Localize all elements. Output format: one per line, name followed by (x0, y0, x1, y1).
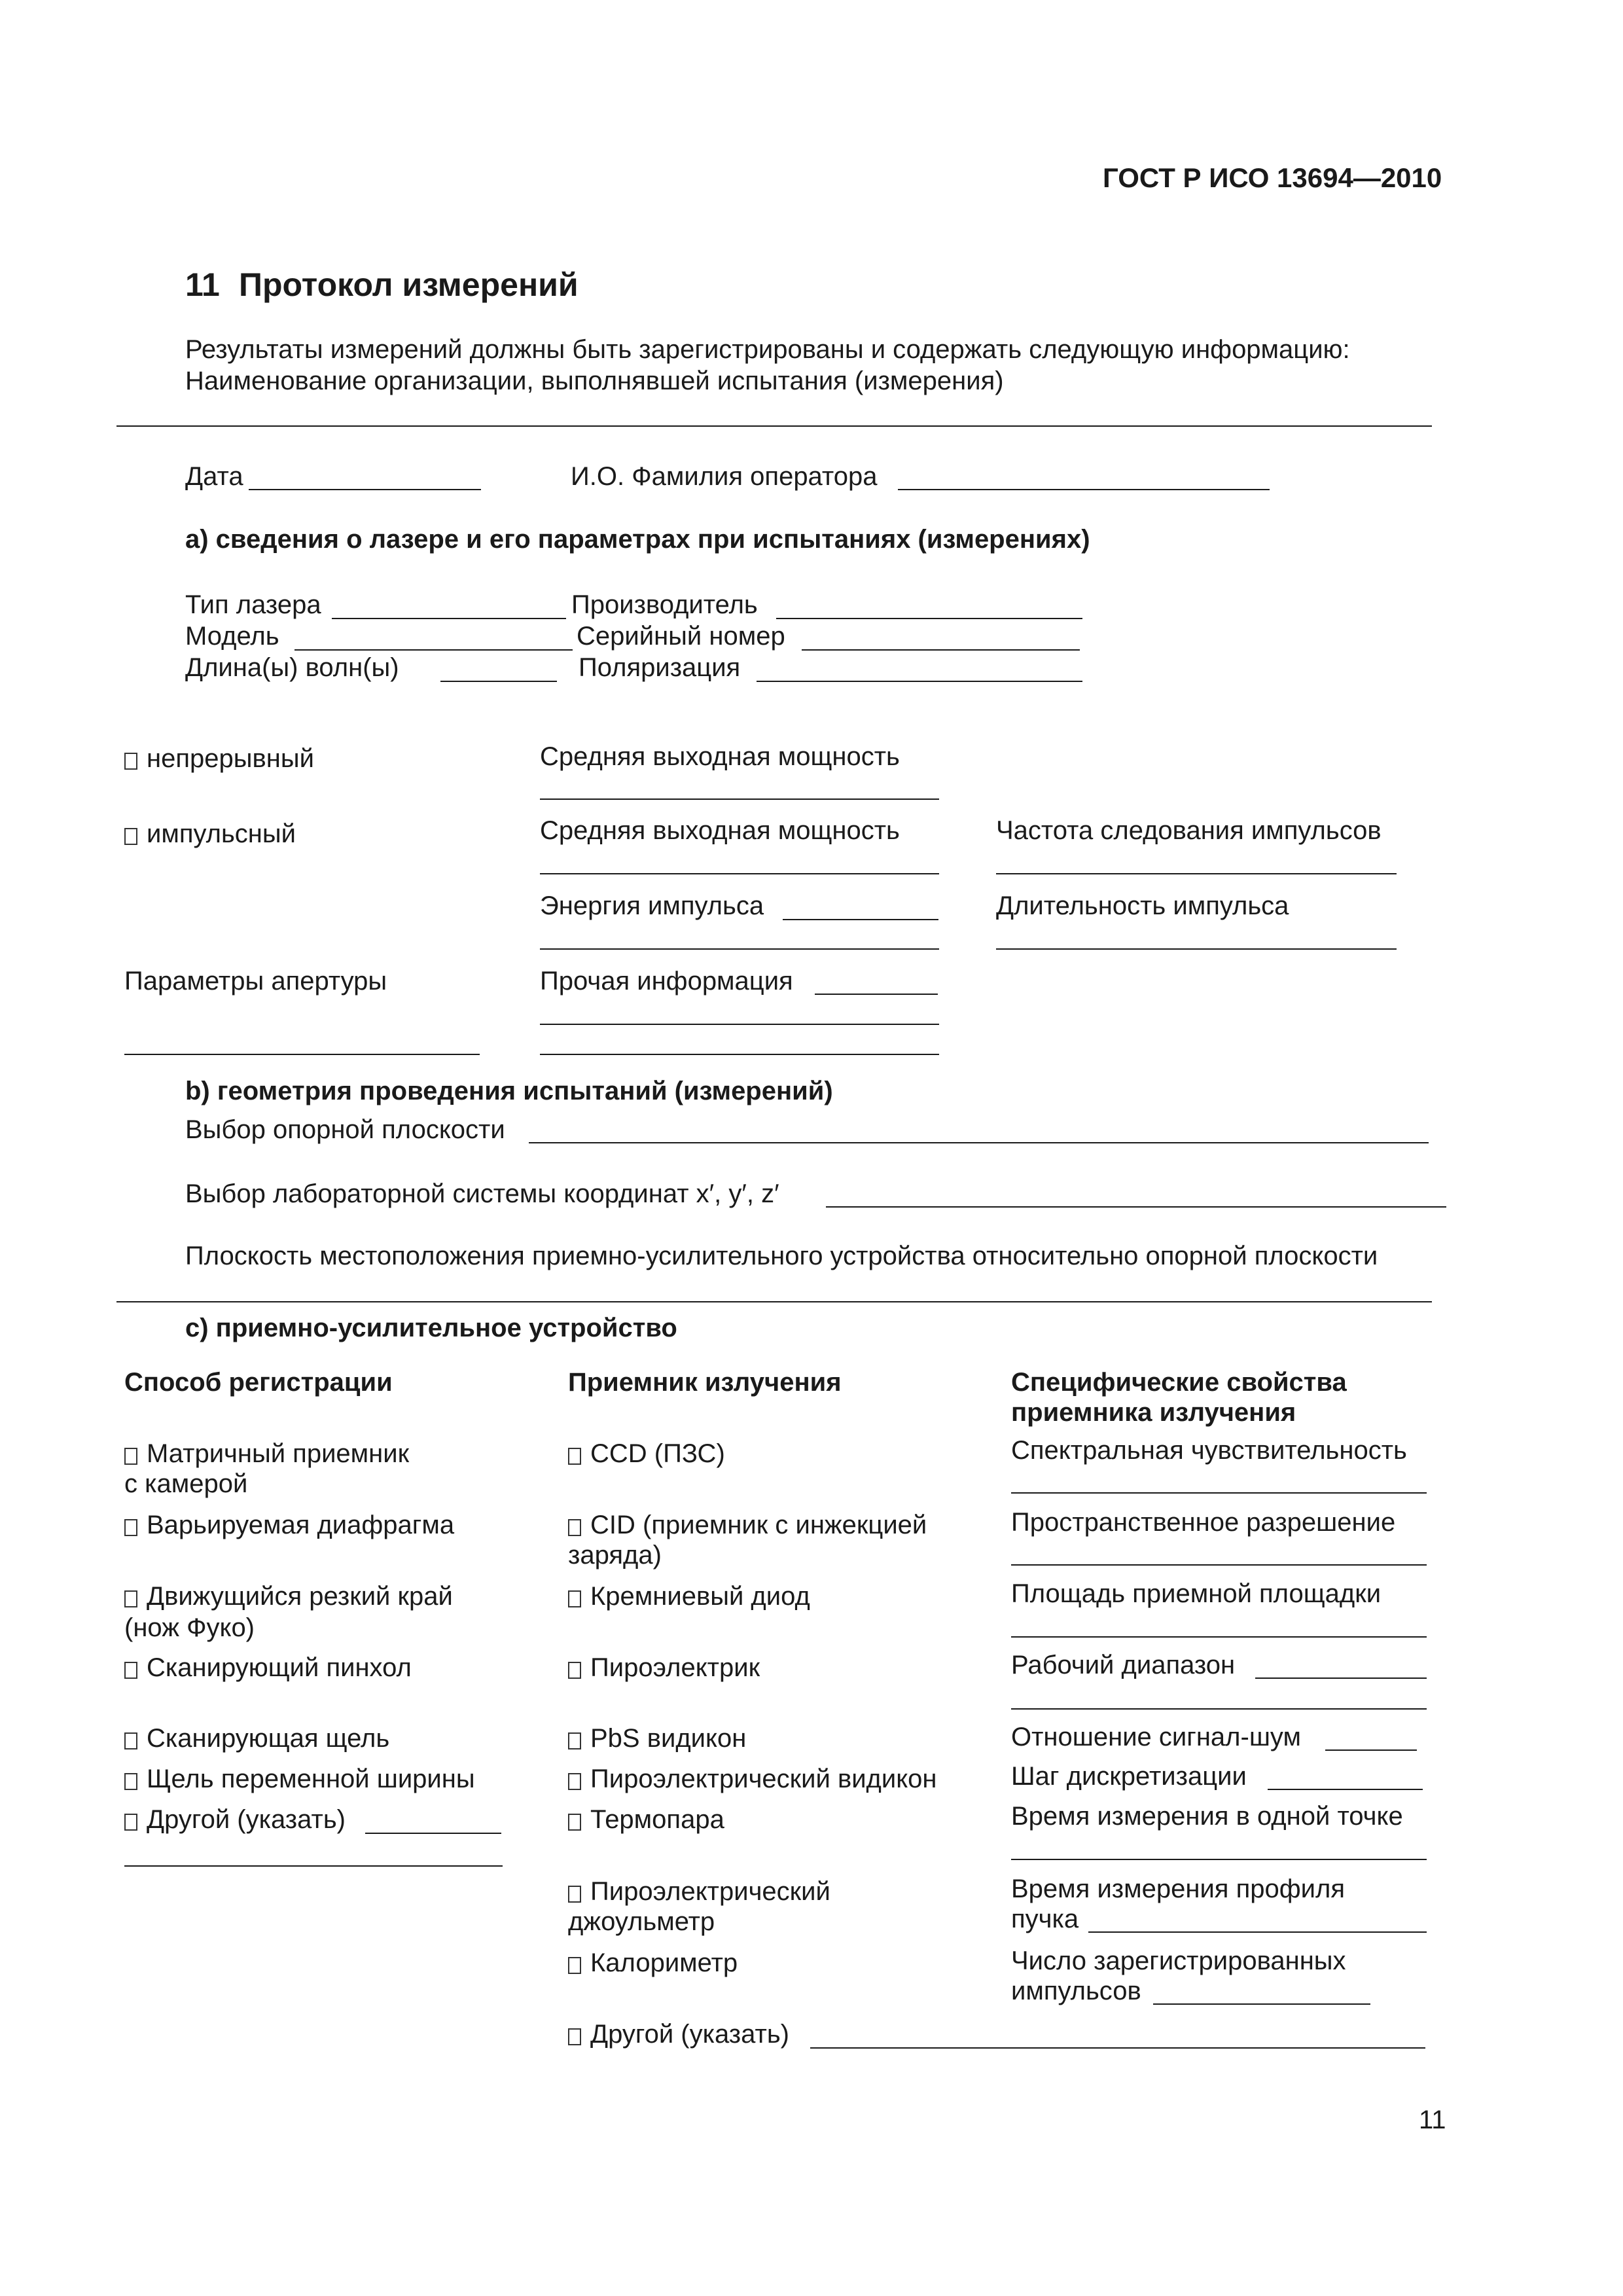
pulse-duration-field[interactable] (996, 948, 1397, 950)
pulse-duration-label: Длительность импульса (996, 891, 1289, 920)
other-info-field-c[interactable] (540, 1054, 939, 1055)
checkbox-icon (124, 1662, 137, 1679)
option-label: Термопара (590, 1805, 724, 1834)
matrix-receiver-option-cont: с камерой (124, 1469, 248, 1498)
wavelength-label: Длина(ы) волн(ы) (185, 653, 399, 682)
checkbox-icon (124, 1590, 137, 1607)
pulse-rate-label: Частота следования импульсов (996, 816, 1382, 845)
option-label: Сканирующий пинхол (147, 1653, 412, 1682)
checkbox-icon (124, 1732, 137, 1749)
pulse-energy-field-a[interactable] (783, 919, 938, 920)
aperture-field[interactable] (124, 1054, 480, 1055)
other-detector-field[interactable] (810, 2047, 1425, 2049)
checkbox-icon (568, 1590, 581, 1607)
cid-option-cont: заряда) (568, 1541, 662, 1570)
laser-type-field[interactable] (332, 618, 566, 619)
operator-label: И.О. Фамилия оператора (571, 462, 878, 491)
checkbox-icon (568, 1773, 581, 1790)
other-method-option[interactable] (124, 1804, 346, 1835)
snr-label: Отношение сигнал-шум (1011, 1723, 1301, 1751)
checkbox-icon (568, 1814, 581, 1831)
knife-edge-option[interactable] (124, 1581, 453, 1612)
polarization-label: Поляризация (579, 653, 741, 682)
wavelength-field[interactable] (440, 681, 557, 682)
date-field[interactable] (249, 489, 481, 490)
snr-field[interactable] (1325, 1749, 1417, 1751)
sampling-step-field[interactable] (1268, 1789, 1423, 1790)
pyro-vidicon-option[interactable] (568, 1763, 937, 1795)
polarization-field[interactable] (757, 681, 1082, 682)
profile-time-label: Время измерения профиля (1011, 1874, 1345, 1903)
thermocouple-option[interactable] (568, 1804, 724, 1835)
checkbox-icon (568, 1886, 581, 1903)
col-header-properties: Специфические свойства (1011, 1368, 1347, 1397)
section-title: Протокол измерений (239, 266, 579, 303)
silicon-diode-option[interactable] (568, 1581, 810, 1612)
option-label: Пироэлектрический видикон (590, 1765, 937, 1793)
other-info-field-a[interactable] (815, 994, 938, 995)
ref-plane-label: Выбор опорной плоскости (185, 1115, 505, 1144)
date-label: Дата (185, 462, 243, 491)
checkbox-icon (568, 1662, 581, 1679)
option-label: Другой (указать) (590, 2020, 789, 2049)
pulsed-label: импульсный (147, 819, 296, 848)
other-info-label: Прочая информация (540, 967, 793, 996)
checkbox-icon (568, 2028, 581, 2045)
checkbox-icon (568, 1732, 581, 1749)
ref-plane-field[interactable] (529, 1142, 1429, 1143)
pulse-count-label-cont: импульсов (1011, 1977, 1141, 2005)
manufacturer-label: Производитель (571, 590, 758, 619)
checkbox-icon (568, 1448, 581, 1465)
spectral-sensitivity-label: Спектральная чувствительность (1011, 1436, 1407, 1465)
part-c-heading: c) приемно-усилительное устройство (185, 1314, 677, 1342)
pbs-vidicon-option[interactable] (568, 1723, 746, 1754)
pulse-rate-field[interactable] (996, 873, 1397, 874)
option-label: Пироэлектрик (590, 1653, 760, 1682)
checkbox-icon (124, 828, 137, 845)
manufacturer-field[interactable] (776, 618, 1082, 619)
checkbox-icon (568, 1957, 581, 1974)
point-time-label: Время измерения в одной точке (1011, 1802, 1403, 1831)
spectral-sensitivity-field[interactable] (1011, 1492, 1427, 1494)
option-label: CID (приемник с инжекцией (590, 1511, 927, 1539)
option-label: Варьируемая диафрагма (147, 1511, 455, 1539)
knife-edge-option-cont: (нож Фуко) (124, 1613, 255, 1642)
other-method-field-a[interactable] (365, 1833, 501, 1834)
operator-field[interactable] (898, 489, 1270, 490)
continuous-option[interactable] (124, 743, 314, 774)
aperture-label: Параметры апертуры (124, 967, 387, 996)
model-field[interactable] (294, 649, 573, 651)
other-method-field-b[interactable] (124, 1865, 503, 1867)
option-label: Другой (указать) (147, 1805, 346, 1834)
avg-power-label-2: Средняя выходная мощность (540, 816, 900, 845)
checkbox-icon (124, 1814, 137, 1831)
pulse-count-field[interactable] (1153, 2003, 1370, 2005)
document-code: ГОСТ Р ИСО 13694—2010 (1103, 162, 1442, 193)
part-a-heading: a) сведения о лазере и его параметрах при испытаниях (измерениях) (185, 525, 1090, 554)
section-number: 11 (185, 266, 220, 303)
option-label: Кремниевый диод (590, 1582, 810, 1611)
dynamic-range-label: Рабочий диапазон (1011, 1651, 1236, 1679)
scanning-slit-option[interactable] (124, 1723, 389, 1754)
intro-text: Результаты измерений должны быть зарегистрированы и содержать следующую информацию: (185, 335, 1350, 364)
col-header-properties-2: приемника излучения (1011, 1398, 1296, 1427)
serial-field[interactable] (802, 649, 1080, 651)
pyro-joulemeter-option-cont: джоульметр (568, 1907, 715, 1936)
spatial-resolution-label: Пространственное разрешение (1011, 1508, 1396, 1537)
serial-label: Серийный номер (577, 622, 785, 651)
ccd-option[interactable] (568, 1438, 725, 1469)
org-name-line[interactable] (116, 425, 1432, 427)
checkbox-icon (124, 753, 137, 770)
dynamic-range-field-b[interactable] (1011, 1708, 1427, 1710)
model-label: Модель (185, 622, 279, 651)
checkbox-icon (124, 1448, 137, 1465)
profile-time-label-cont: пучка (1011, 1905, 1079, 1933)
cid-option[interactable] (568, 1509, 927, 1541)
point-time-field[interactable] (1011, 1859, 1427, 1860)
variable-slit-option[interactable] (124, 1763, 475, 1795)
avg-power-label-1: Средняя выходная мощность (540, 742, 900, 771)
other-detector-option[interactable] (568, 2018, 789, 2050)
option-label: Щель переменной ширины (147, 1765, 475, 1793)
dynamic-range-field-a[interactable] (1255, 1677, 1427, 1679)
avg-power-field-2[interactable] (540, 873, 939, 874)
part-b-heading: b) геометрия проведения испытаний (измерений) (185, 1077, 833, 1105)
receiver-plane-line[interactable] (116, 1301, 1432, 1302)
option-label: PbS видикон (590, 1724, 747, 1753)
continuous-label: непрерывный (147, 744, 314, 773)
active-area-label: Площадь приемной площадки (1011, 1579, 1382, 1608)
col-header-registration: Способ регистрации (124, 1368, 393, 1397)
coord-sys-field[interactable] (826, 1206, 1446, 1208)
pulse-energy-field-b[interactable] (540, 948, 939, 950)
option-label: Калориметр (590, 1948, 738, 1977)
pulsed-option[interactable] (124, 818, 296, 850)
pulse-count-label: Число зарегистрированных (1011, 1946, 1346, 1975)
profile-time-field[interactable] (1088, 1931, 1427, 1933)
laser-type-label: Тип лазера (185, 590, 321, 619)
col-header-detector: Приемник излучения (568, 1368, 842, 1397)
coord-sys-label: Выбор лабораторной системы координат x′, y′, z′ (185, 1179, 779, 1208)
org-name-label: Наименование организации, выполнявшей испытания (измерения) (185, 367, 1004, 395)
pyro-joulemeter-option[interactable] (568, 1876, 830, 1907)
checkbox-icon (124, 1773, 137, 1790)
other-info-field-b[interactable] (540, 1024, 939, 1025)
checkbox-icon (568, 1519, 581, 1536)
pyroelectric-option[interactable] (568, 1652, 760, 1683)
option-label: Сканирующая щель (147, 1724, 390, 1753)
sampling-step-label: Шаг дискретизации (1011, 1762, 1247, 1791)
pulse-energy-label: Энергия импульса (540, 891, 764, 920)
avg-power-field-1[interactable] (540, 798, 939, 800)
checkbox-icon (124, 1519, 137, 1536)
variable-aperture-option[interactable] (124, 1509, 454, 1541)
spatial-resolution-field[interactable] (1011, 1564, 1427, 1566)
receiver-plane-label: Плоскость местоположения приемно-усилительного устройства относительно опорной плоскости (185, 1242, 1378, 1270)
option-label: Пироэлектрический (590, 1877, 830, 1906)
page-number: 11 (1419, 2106, 1446, 2134)
option-label: Движущийся резкий край (147, 1582, 453, 1611)
option-label: CCD (ПЗС) (590, 1439, 725, 1468)
scanning-pinhole-option[interactable] (124, 1652, 412, 1683)
matrix-receiver-option[interactable] (124, 1438, 409, 1469)
calorimeter-option[interactable] (568, 1947, 738, 1979)
option-label: Матричный приемник (147, 1439, 410, 1468)
active-area-field[interactable] (1011, 1636, 1427, 1638)
